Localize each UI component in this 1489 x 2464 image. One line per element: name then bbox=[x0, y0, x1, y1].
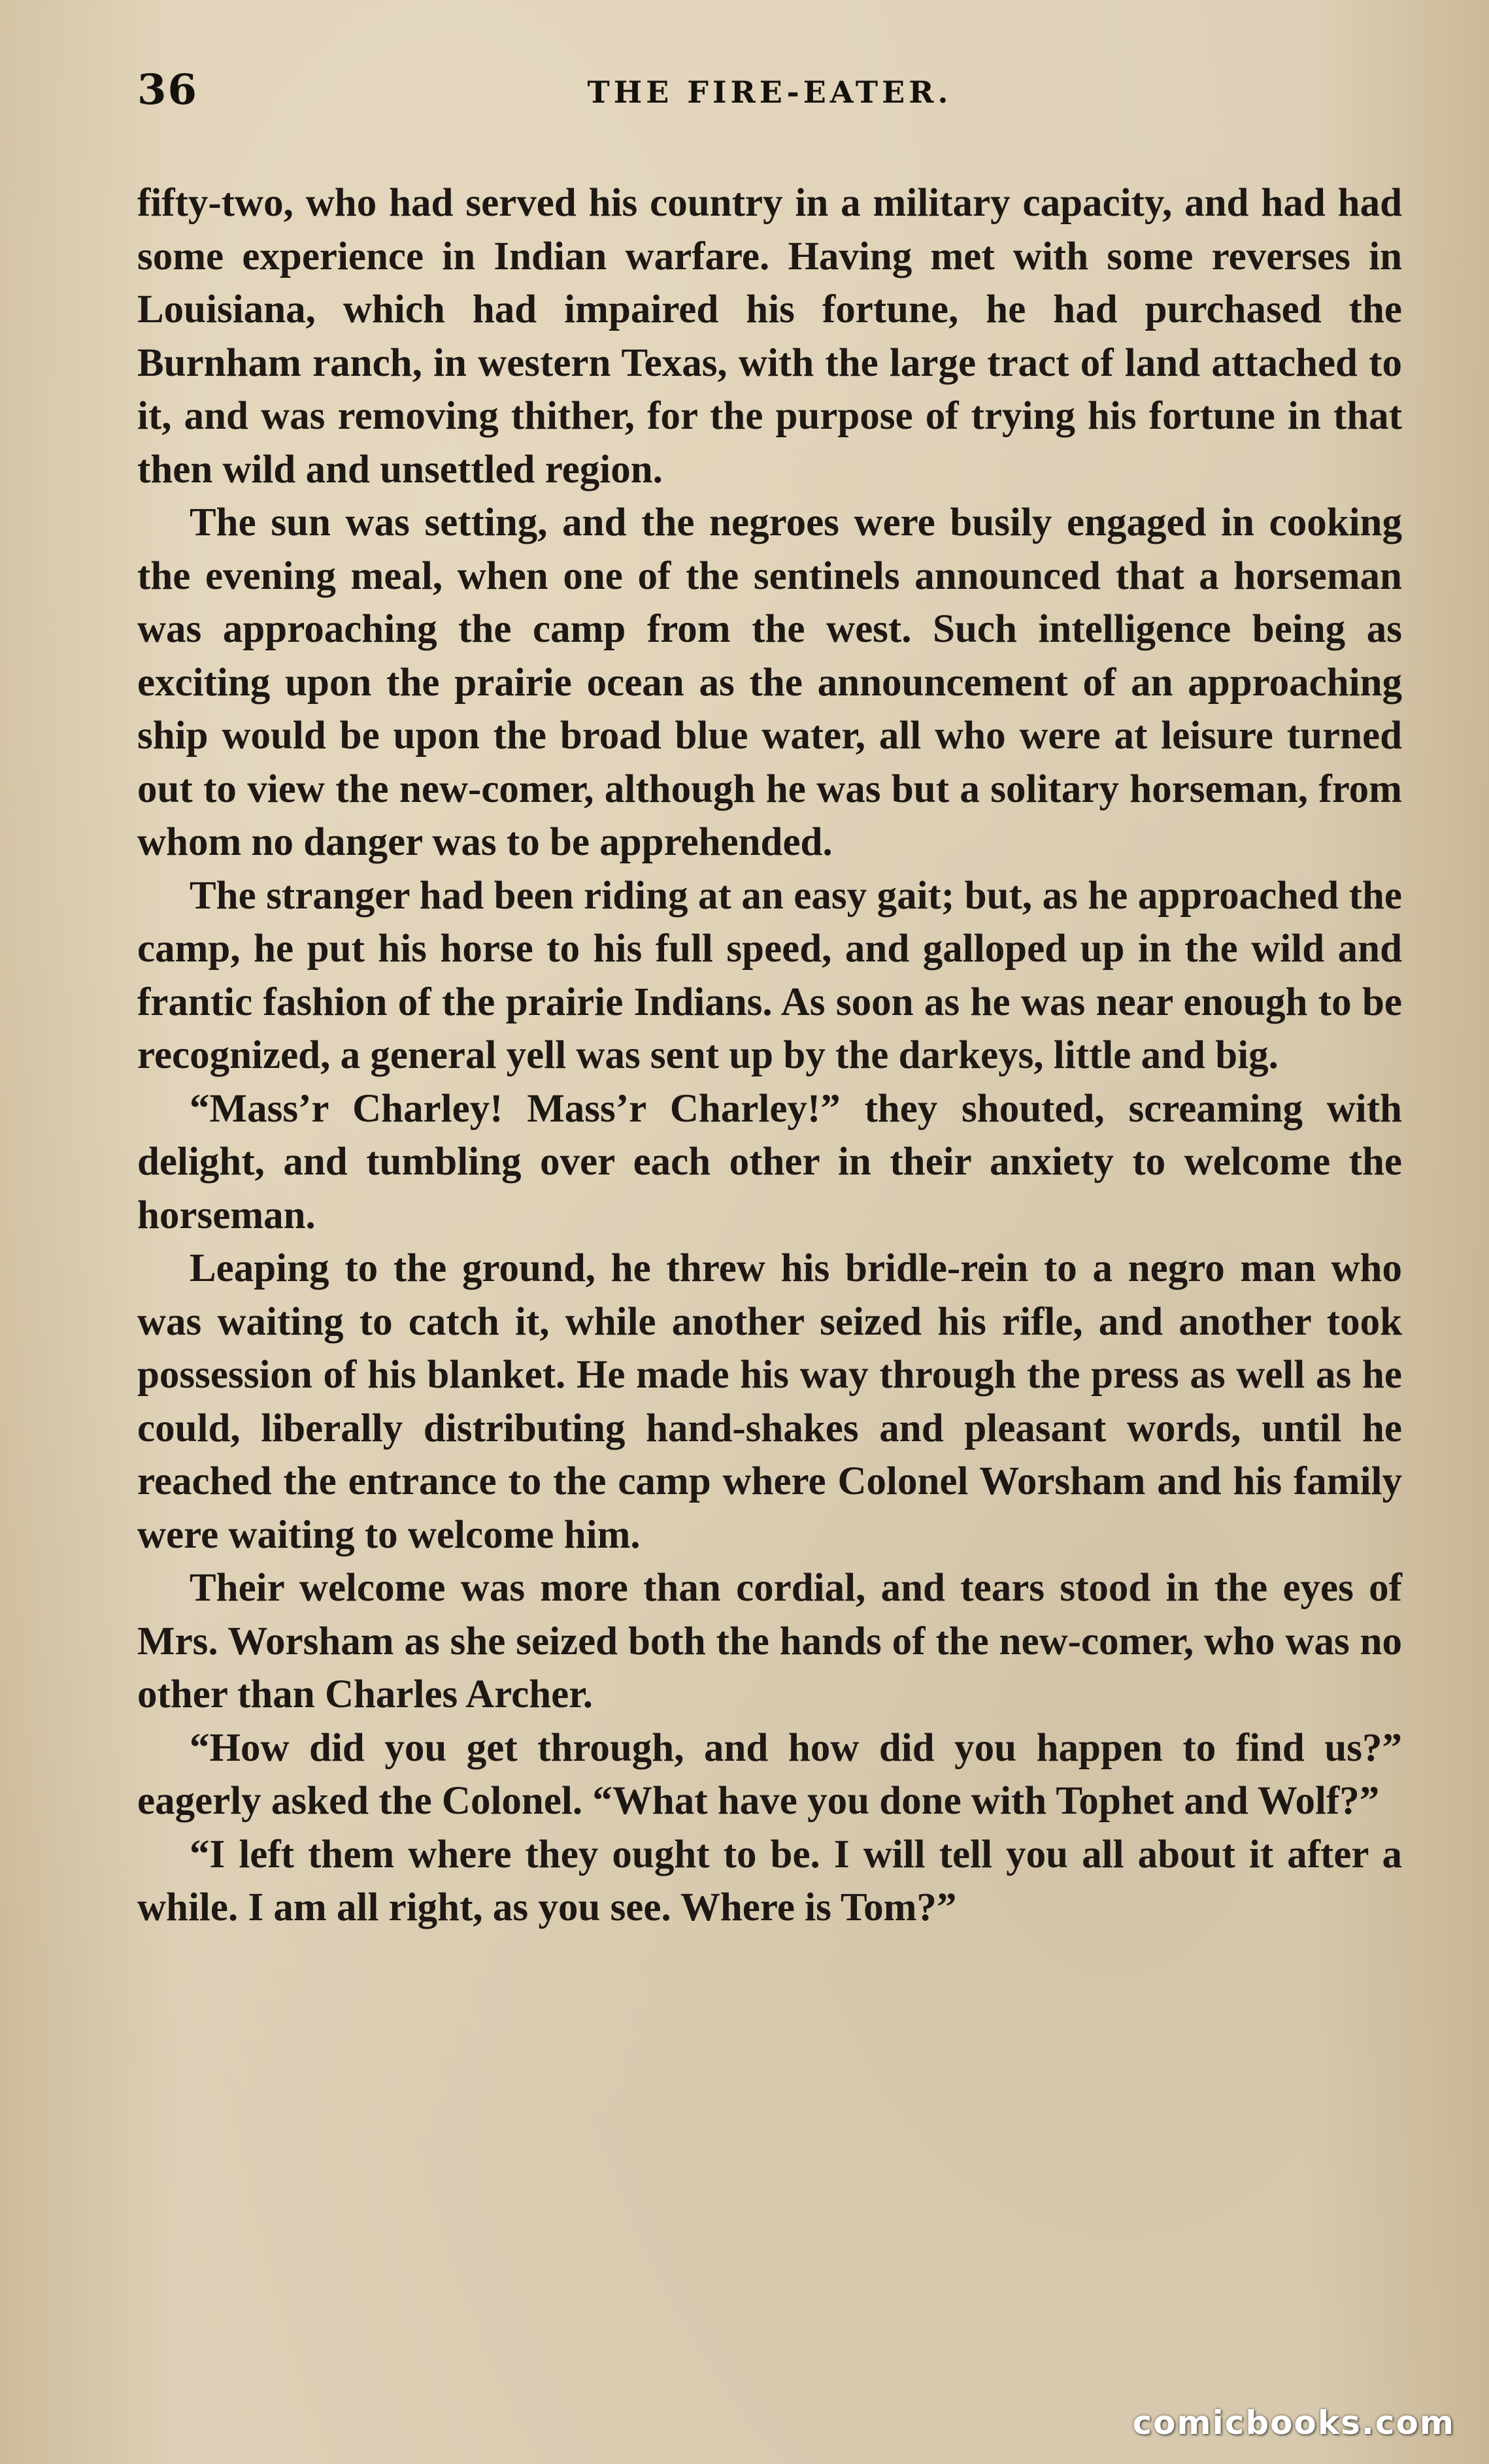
running-head bbox=[137, 65, 1402, 124]
paragraph-4: “Mass’r Charley! Mass’r Charley!” they shouted, screaming with delight, and tumbling over each other in their anxiety to welcome the horseman. bbox=[137, 1086, 1402, 1237]
page-number: 36 bbox=[137, 65, 199, 114]
running-title: THE FIRE-EATER. bbox=[587, 75, 952, 110]
paragraph-8: “I left them where they ought to be. I will tell you all about it after a while. I am all right, as you see. Where is Tom?” bbox=[137, 1832, 1402, 1929]
paragraph-6: Their welcome was more than cordial, and tears stood in the eyes of Mrs. Worsham as she seized both the hands of the new-comer, who was no other than Charles Archer. bbox=[137, 1566, 1402, 1716]
paragraph-2: The sun was setting, and the negroes were busily engaged in cooking the evening meal, when one of the sentinels announced that a horseman was approaching the camp from the west. Such intelligence being as exciting upon the prairie ocean as the announcement of an approaching ship would be upon the broad blue water, all who were at leisure turned out to view the new-comer, although he was but a solitary horseman, from whom no danger was to be apprehended. bbox=[137, 501, 1402, 864]
watermark-logo: comicbooks.com bbox=[1132, 2404, 1455, 2442]
paragraph-5: Leaping to the ground, he threw his bridle-rein to a negro man who was waiting to catch it, while another seized his rifle, and another took possession of his blanket. He made his way through the press as well as he could, liberally distributing hand-shakes and pleasant words, until he reached the entrance to the camp where Colonel Worsham and his family were waiting to welcome him. bbox=[137, 1246, 1402, 1557]
body-text bbox=[137, 176, 1402, 1935]
paragraph-1: fifty-two, who had served his country in a military capacity, and had had some experience in Indian warfare. Having met with some reverses in Louisiana, which had impaired his fortune, he had purchased the Burnham ranch, in western Texas, with the large tract of land attached to it, and was removing thither, for the purpose of trying his fortune in that then wild and unsettled region. bbox=[137, 181, 1402, 491]
paragraph-7: “How did you get through, and how did you happen to find us?” eagerly asked the Colonel. “What have you done with Tophet and Wolf?” bbox=[137, 1725, 1402, 1823]
paragraph-3: The stranger had been riding at an easy gait; but, as he approached the camp, he put his horse to his full speed, and galloped up in the wild and frantic fashion of the prairie Indians. As soon as he was near enough to be recognized, a general yell was sent up by the darkeys, little and big. bbox=[137, 873, 1402, 1077]
